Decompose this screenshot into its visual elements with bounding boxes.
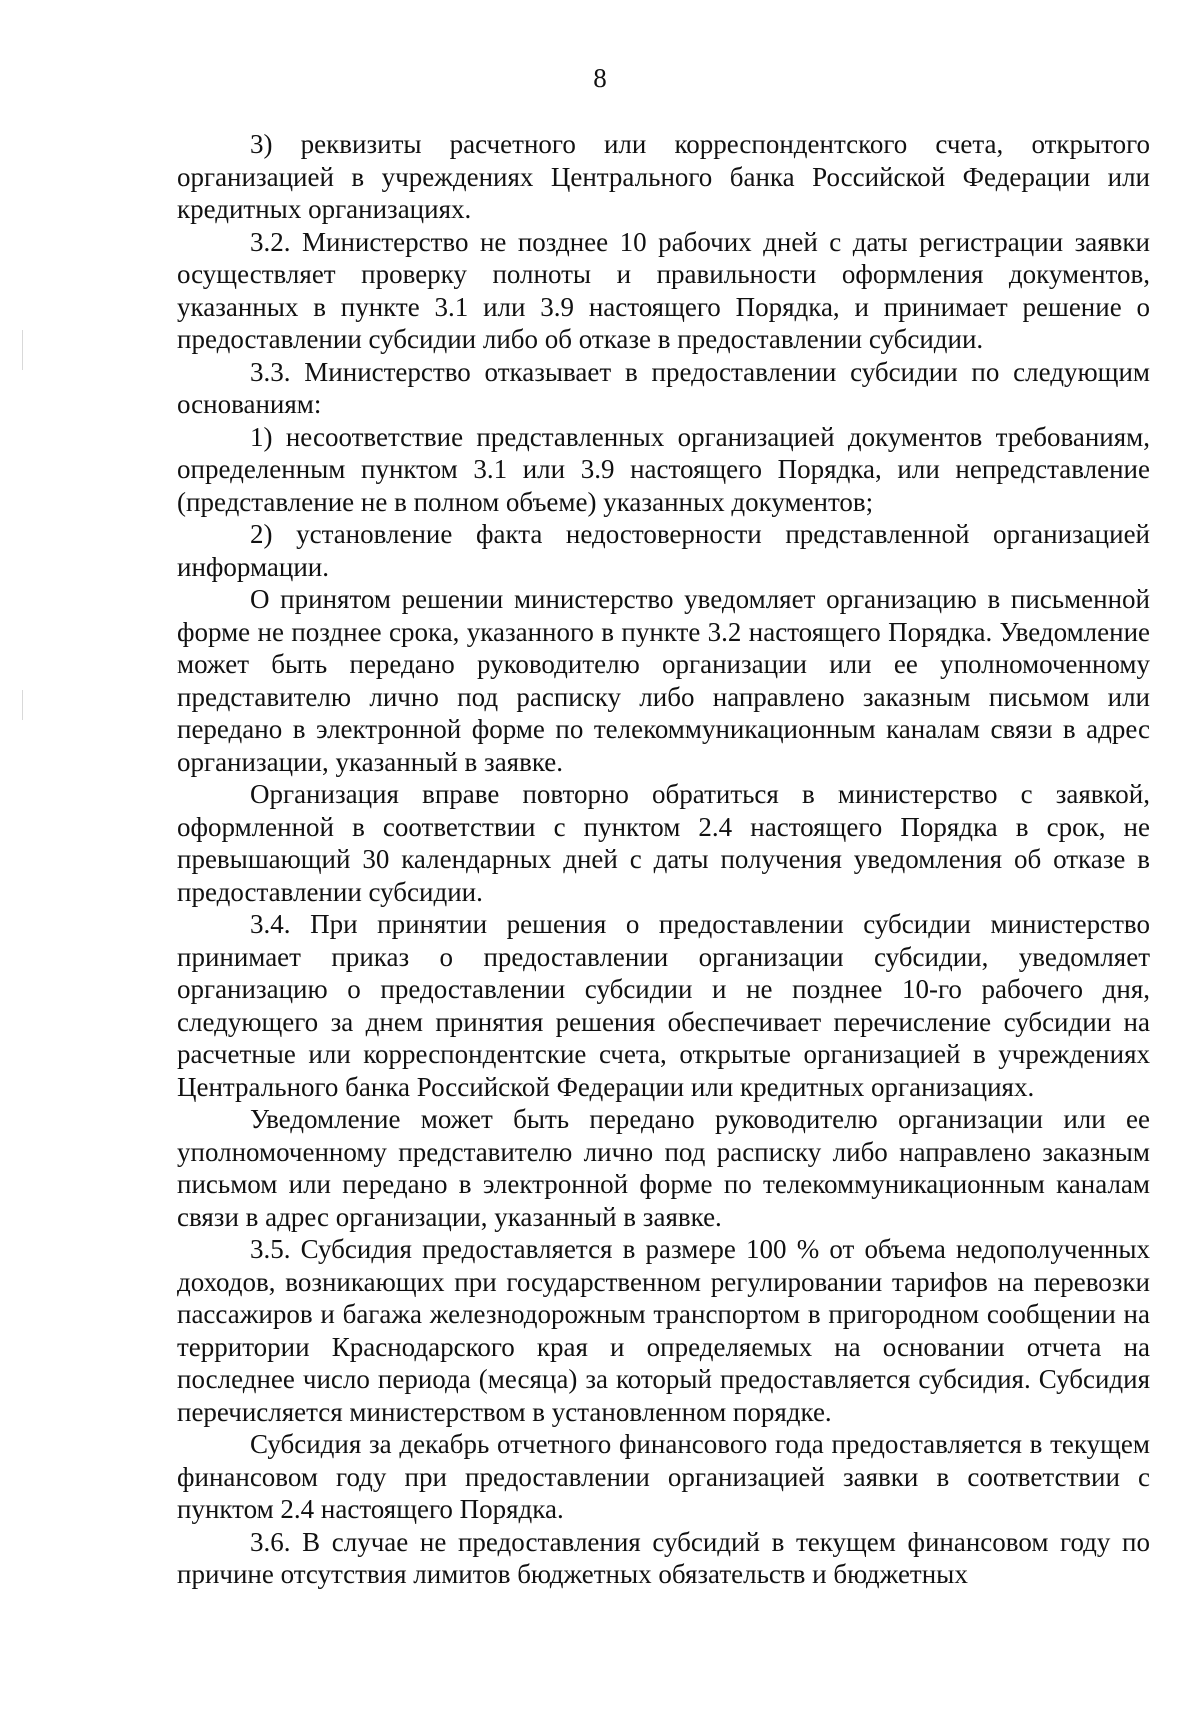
paragraph: 1) несоответствие представленных организацией документов требованиям, определенным пунктом 3.1 или 3.9 настоящего Порядка, или непредставление (представление не в полном объеме) указанных документов; xyxy=(177,421,1150,517)
paragraph: 3.5. Субсидия предоставляется в размере 100 % от объема недополученных доходов, возникающих при государственном регулировании тарифов на перевозки пассажиров и багажа железнодорожным транспортом в пригородном сообщении на территории Краснодарского края и определяемых на основании отчета на последнее число периода (месяца) за который предоставляется субсидия. Субсидия перечисляется министерством в установленном порядке. xyxy=(177,1234,1150,1427)
paragraph: Уведомление может быть передано руководителю организации или ее уполномоченному представителю лично под расписку либо направлено заказным письмом или передано в электронной форме по телекоммуникационным каналам связи в адрес организации, указанный в заявке. xyxy=(177,1104,1150,1232)
paragraph: О принятом решении министерство уведомляет организацию в письменной форме не позднее срока, указанного в пункте 3.2 настоящего Порядка. Уведомление может быть передано руководителю организации или ее уполномоченному представителю лично под расписку либо направлено заказным письмом или передано в электронной форме по телекоммуникационным каналам связи в адрес организации, указанный в заявке. xyxy=(177,584,1150,777)
document-body xyxy=(177,128,1150,1591)
scan-margin-mark xyxy=(22,330,23,370)
scan-margin-mark xyxy=(22,690,23,720)
paragraph: 3.4. При принятии решения о предоставлении субсидии министерство принимает приказ о предоставлении организации субсидии, уведомляет организацию о предоставлении субсидии и не позднее 10-го рабочего дня, следующего за днем принятия решения обеспечивает перечисление субсидии на расчетные или корреспондентские счета, открытые организацией в учреждениях Центрального банка Российской Федерации или кредитных организациях. xyxy=(177,909,1150,1102)
paragraph: 2) установление факта недостоверности представленной организацией информации. xyxy=(177,519,1150,582)
paragraph: Субсидия за декабрь отчетного финансового года предоставляется в текущем финансовом году при предоставлении организацией заявки в соответствии с пунктом 2.4 настоящего Порядка. xyxy=(177,1429,1150,1524)
paragraph: 3) реквизиты расчетного или корреспондентского счета, открытого организацией в учреждениях Центрального банка Российской Федерации или кредитных организациях. xyxy=(177,129,1150,224)
page-number: 8 xyxy=(593,63,607,93)
paragraph: Организация вправе повторно обратиться в министерство с заявкой, оформленной в соответствии с пунктом 2.4 настоящего Порядка в срок, не превышающий 30 календарных дней с даты получения уведомления об отказе в предоставлении субсидии. xyxy=(177,779,1150,907)
paragraph: 3.6. В случае не предоставления субсидий в текущем финансовом году по причине отсутствия лимитов бюджетных обязательств и бюджетных xyxy=(177,1526,1150,1589)
paragraph: 3.3. Министерство отказывает в предоставлении субсидии по следующим основаниям: xyxy=(177,356,1150,419)
paragraph: 3.2. Министерство не позднее 10 рабочих дней с даты регистрации заявки осуществляет проверку полноты и правильности оформления документов, указанных в пункте 3.1 или 3.9 настоящего Порядка, и принимает решение о предоставлении субсидии либо об отказе в предоставлении субсидии. xyxy=(177,226,1150,354)
